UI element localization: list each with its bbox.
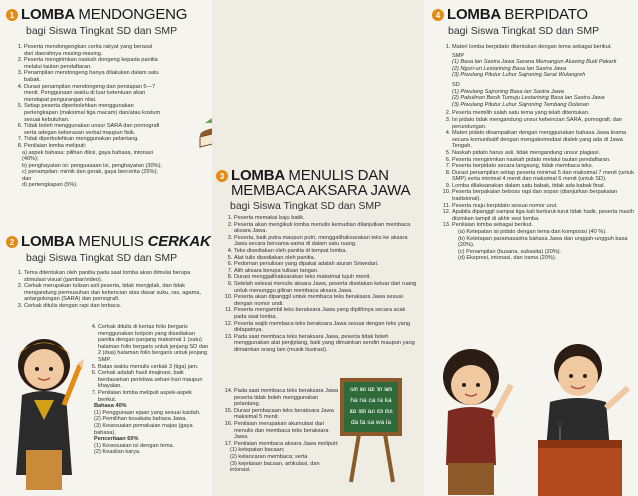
list-item: 7. Tidak diperbolehkan menggunakan pelantang. xyxy=(24,136,162,143)
list-item: 13. Pada saat membaca teks beraksara Jawa, peserta tidak boleh menggunakan alat penjiplang, baik yang dimainkan sendiri maupun yang dimainkan orang lain (musik ilustrasi). xyxy=(234,334,418,354)
list-item: 3. Cerkak ditulis dengan rapi dan terbaca. xyxy=(24,303,212,310)
list-item: 13. Penilaian lomba sebagai berikut. xyxy=(452,222,634,229)
panel3-heading xyxy=(216,168,410,198)
list-item: 16. Penilaian merupakan akumulasi dari menulis dan membaca teks beraksara Jawa. xyxy=(234,421,340,441)
list-item: 14. Pada saat membaca teks beraksara Jawa peserta tidak boleh menggunakan pelantang. xyxy=(234,388,340,408)
list-item: 8. Durasi menggalihaksarakan teks maksimal tujuh menit. xyxy=(234,274,418,281)
sd-label: SD xyxy=(452,81,460,88)
criteria-item: (a) Ketepatan isi pidato dengan tema dan komposisi (40 %). xyxy=(458,229,607,236)
criteria-item: (c) Penampilan (busana, subasita) (20%). xyxy=(458,248,562,255)
list-item: 1. Peserta mendongengkan cerita rakyat yang berasal dari daerahnya masing-masing. xyxy=(24,44,162,57)
list-item: 9. Setelah selesai menulis aksara Jawa, peserta diselakan keluar dari ruang untuk menunggu giliran membaca aksara Jawa. xyxy=(234,281,418,294)
boy-speech-illustration xyxy=(520,340,638,496)
criteria-item: (1) ketepatan bacaan; xyxy=(230,447,285,454)
panel-menulis-cerkak xyxy=(0,230,212,496)
list-item: 5. Setiap peserta diperbolehkan menggunakan perlengkapan (maksimal tiga macam) dan/atau kostum sesuai kebutuhan. xyxy=(24,103,162,123)
list-item: 4. Teks disediakan oleh panitia di tempat lomba. xyxy=(234,248,418,255)
theme-item: (1) Piwulang Sajroning Basa lan Sastra Jawa xyxy=(452,88,564,95)
panel1-number-badge: 1 xyxy=(6,9,18,21)
list-item: 8. Penilaian lomba meliputi: xyxy=(24,143,162,150)
easel-legs-icon xyxy=(347,434,397,484)
theme-item: (2) Nguri-uri Lestarining Basa lan Sastra Jawa xyxy=(452,65,567,72)
criteria-item: a) aspek bahasa: pilihan diksi, gaya bahasa, intonasi (40%); xyxy=(22,149,153,163)
list-item: 12. Peserta wajib membaca teks beraksara Jawa sesuai dengan teks yang didapatnya. xyxy=(234,321,418,334)
panel2-heading xyxy=(6,234,211,249)
panel3-subtitle: bagi Siswa Tingkat SD dan SMP xyxy=(230,200,382,212)
criteria-item: (1) Kesesuaian isi dengan tema. xyxy=(94,442,175,449)
panel3-rules xyxy=(222,215,418,353)
panel3-rules-bottom xyxy=(222,388,340,474)
criteria-item: b) penghayatan isi: penguasaan isi, penghayatan (30%); xyxy=(22,162,162,169)
list-item: 1. Tema ditentukan oleh panitia pada saat lomba akan dimulai berupa stimulasi visual (gambar/video). xyxy=(24,270,212,283)
list-item: 17. Penilaian membaca aksara Jawa meliputi: xyxy=(234,441,340,448)
criteria-item: (2) Keaslian karya. xyxy=(94,449,141,456)
panel1-subtitle: bagi Siswa Tingkat SD dan SMP xyxy=(26,25,178,37)
list-item: 5. Batas waktu menulis cerkak 3 (tiga) jam. xyxy=(98,364,210,371)
panel3-number-badge: 3 xyxy=(216,170,228,182)
panel2-title: LOMBA MENULIS CERKAK xyxy=(21,233,211,250)
penceritaan-label: Penceritaan 60% xyxy=(94,436,139,443)
girl-writing-illustration xyxy=(4,325,86,495)
panel-aksara-jawa xyxy=(212,0,424,496)
panel2-number-badge: 2 xyxy=(6,236,18,248)
board-line: da ta sa wa la xyxy=(350,419,392,426)
list-item: 4. Durasi penampilan mendongeng dan persiapan 5—7 menit. Penggunaan waktu di luar ketentuan akan mendapat pengurangan nilai. xyxy=(24,84,162,104)
board-line: ha na ca ra ka xyxy=(350,397,392,404)
bahasa-label: Bahasa 40% xyxy=(94,403,127,410)
list-item: 10. Peserta berpakaian beboss rapi dan sopan (dianjurkan berpakaian tradisional). xyxy=(452,189,634,202)
criteria-item: (1) Penggunaan ejaan yang sesuai kaidah. xyxy=(94,409,201,416)
list-item: 1. Materi lomba berpidato ditentukan dengan tema sebagai berikut. xyxy=(452,44,634,51)
list-item: 6. Pedoman penulisan yang dipakai adalah aturan Sriwedari. xyxy=(234,261,418,268)
list-item: 4. Materi pidato disampaikan dengan menggunakan bahasa Jawa krama secara komunikatif dengan mengakomodasi dialek yang ada di Jawa Tengah. xyxy=(452,130,634,150)
list-item: 2. Peserta mengirimkan naskah dongeng kepada panitia melalui tautan pendaftaran. xyxy=(24,57,162,70)
theme-item: (3) Piwulang Pitutur Luhur Sajroning Tembang Dolanan xyxy=(452,101,589,108)
board-line: ꦢ ꦠ ꦱ ꦮ ꦭ xyxy=(349,408,393,415)
panel1-rules xyxy=(12,44,162,189)
panel4-title: LOMBA BERPIDATO xyxy=(447,6,588,23)
list-item: 7. Alih aksara berupa tulisan tangan. xyxy=(234,268,418,275)
list-item: 3. Peserta, baik putra maupun putri, menggalihaksarakan teks ke aksara Jawa secara bersama-sama di dalam satu ruang. xyxy=(234,235,418,248)
list-item: 3. Penampilan mendongeng hanya dilakukan dalam satu babak. xyxy=(24,70,162,83)
list-item: 3. Isi pidato tidak mengandung unsur kebencian SARA, pornografi, dan perundungan. xyxy=(452,117,634,130)
list-item: 2. Peserta akan mengikuti lomba menulis kemudian dilanjutkan membaca aksara Jawa. xyxy=(234,222,418,235)
list-item: 7. Penilaian lomba meliputi aspek-aspek berikut. xyxy=(98,390,210,403)
panel2-rules-top xyxy=(12,270,212,310)
panel4-subtitle: bagi Siswa Tingkat SD dan SMP xyxy=(448,25,600,37)
board-line: ꦲ ꦤ ꦕ ꦫ ꦏ xyxy=(349,386,393,393)
list-item: 12. Apabila dipanggil sampai tiga kali berturut-turut tidak hadir, peserta masih diizinkan tampil di akhir sesi lomba. xyxy=(452,209,634,222)
criteria-item: (2) kelancaran membaca; serta xyxy=(230,453,308,460)
list-item: 6. Peserta mengirimkan naskah pidato melalui tautan pendaftaran. xyxy=(452,157,634,164)
list-item: 5. Alat tulis disediakan oleh panitia. xyxy=(234,255,418,262)
panel4-number-badge: 4 xyxy=(432,9,444,21)
list-item: 11. Peserta mengambil teks beraksara Jawa yang dipilihnya secara acak pada saat lomba. xyxy=(234,307,418,320)
panel4-heading xyxy=(432,7,588,22)
aksara-chalkboard xyxy=(340,378,402,436)
list-item: 2. Cerkak merupakan tulisan asli peserta, tidak menjiplak, dan tidak mengandung permusuhan dan kebencian atas dasar suku, ras, agama, antargolongan (SARA) dan pornografi. xyxy=(24,283,212,303)
girl-student-illustration xyxy=(426,345,516,495)
criteria-item: c) penampilan: mimik dan gerak, gaya bercerita (25%); dan xyxy=(22,169,158,182)
theme-item: (2) Pakulinan Becik Tumuju Lestarining Basa lan Sastra Jawa xyxy=(452,95,605,102)
list-item: 11. Peserta maju berpidato sesuai nomor urut. xyxy=(452,203,634,210)
list-item: 1. Peserta memakai baju batik. xyxy=(234,215,418,222)
list-item: 7. Peserta berpidato secara langsung, tidak membaca teks. xyxy=(452,163,634,170)
criteria-item: (b) Ketetapan paramasastra bahasa Jawa dan unggah-ungguh basa (20%). xyxy=(458,235,628,249)
list-item: 15. Durasi pembacaan teks beraksara Jawa maksimal 5 menit. xyxy=(234,408,340,421)
smp-label: SMP xyxy=(452,52,465,59)
panel2-subtitle: bagi Siswa Tingkat SD dan SMP xyxy=(26,252,178,264)
theme-item: (1) Basa lan Sastra Jawa Sarana Memangun Aluwing Budi Pakarti xyxy=(452,59,617,66)
panel2-rules-bottom xyxy=(86,324,210,456)
criteria-item: d) pertengkapan (5%). xyxy=(22,182,78,189)
list-item: 9. Lomba dilaksanakan dalam satu babak, tidak ada babak final. xyxy=(452,183,634,190)
criteria-item: (d) Ekspresi, intonasi, dan irama (20%). xyxy=(458,255,557,262)
list-item: 5. Naskah pidato harus asli, tidak mengandung unsur plagiasi. xyxy=(452,150,634,157)
list-item: 6. Cerkak adalah hasil imajinasi, baik berdasarkan peristiwa sehari-hari maupun khayalan. xyxy=(98,370,210,390)
list-item: 6. Tidak boleh menggunakan unsur SARA dan pornografi serta adegan kekerasan verbal maupun fisik. xyxy=(24,123,162,136)
panel4-rules xyxy=(440,44,634,262)
criteria-item: (3) kejelasan bacaan, artikulasi, dan intonasi. xyxy=(230,460,320,474)
criteria-item: (2) Pemilihan kosakata bahasa Jawa. xyxy=(94,416,187,423)
list-item: 2. Peserta memilih salah satu tema yang telah ditentukan. xyxy=(452,110,634,117)
panel-berpidato xyxy=(424,0,638,496)
panel1-title: LOMBA MENDONGENG xyxy=(21,6,188,23)
criteria-item: (3) Kesesuaian pemakaian majas (gaya bahasa). xyxy=(94,422,193,436)
list-item: 8. Durasi penampilan setiap peserta minimal 5 dan maksimal 7 menit (untuk SMP) serta minimal 4 menit dan maksimal 6 menit (untuk SD). xyxy=(452,170,634,183)
list-item: 10. Peserta akan dipanggil untuk membaca teks beraksara Jawa sesuai dengan nomor undi. xyxy=(234,294,418,307)
panel3-title: LOMBA MENULIS DAN MEMBACA AKSARA JAWA xyxy=(231,167,411,199)
theme-item: (3) Piwulang Pitutur Luhur Sajroning Serat Wulangreh xyxy=(452,72,586,79)
list-item: 4. Cerkak ditulis di kertas folio bergaris menggunakan bolpoin yang disediakan panitia dengan panjang maksimal 1 (satu) halaman folio bergaris untuk jenjang SD dan 2 (dua) halaman folio bergaris untuk jenjang SMP. xyxy=(98,324,210,364)
